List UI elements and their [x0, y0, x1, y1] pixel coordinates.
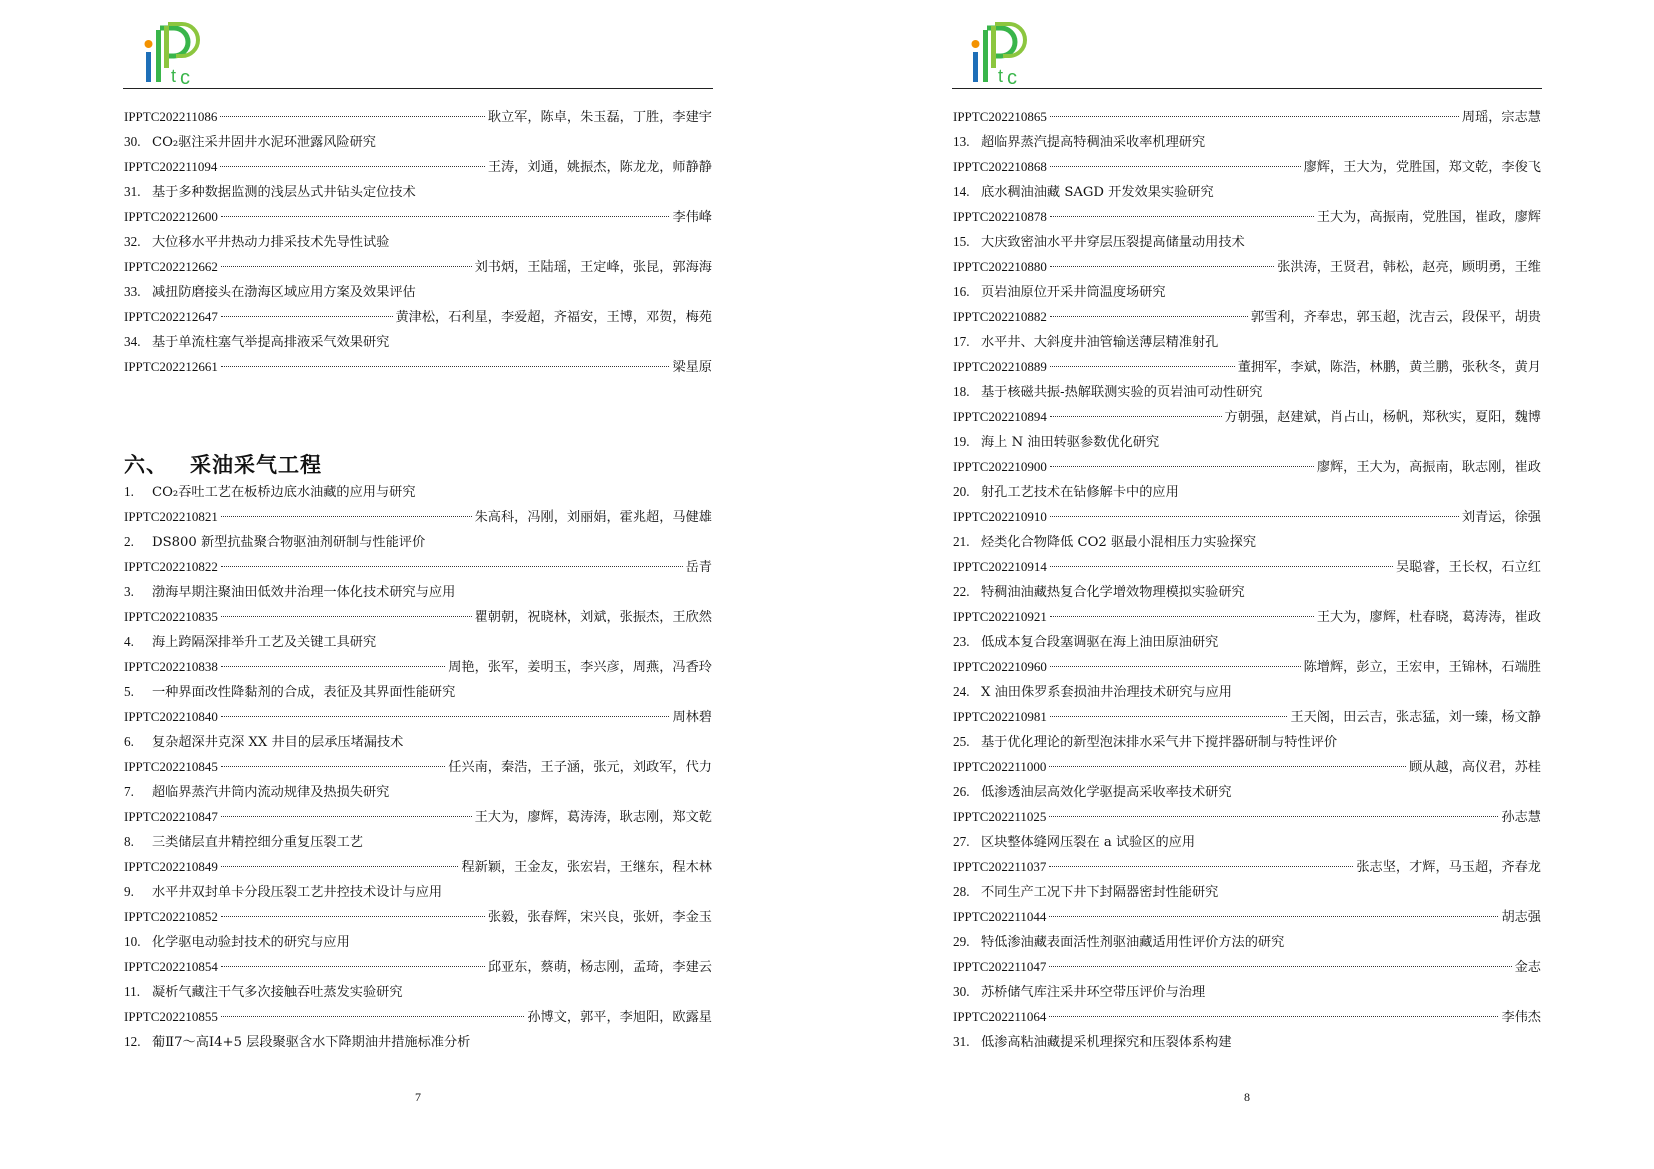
toc-title: 2. DS800 新型抗盐聚合物驱油剂研制与性能评价	[124, 534, 426, 550]
toc-entry-meta: IPPTC202210838 周艳，张军，姜明玉，李兴彦，周燕，冯香玲	[124, 659, 712, 675]
toc-title: 25. 基于优化理论的新型泡沫排水采气井下搅拌器研制与特性评价	[953, 734, 1338, 750]
toc-entry-meta: IPPTC202210835 瞿朝朝，祝晓林，刘斌，张振杰，王欣然	[124, 609, 712, 625]
svg-text:t: t	[998, 66, 1004, 86]
toc-entry-meta: IPPTC202210854 邱亚东，蔡萌，杨志刚，孟琦，李建云	[124, 959, 712, 975]
toc-title: 30. 苏桥储气库注采井环空带压评价与治理	[953, 984, 1206, 1000]
toc-title: 19. 海上 N 油田转驱参数优化研究	[953, 434, 1160, 450]
toc-entry-meta: IPPTC202210894 方朝强，赵建斌，肖占山，杨帆，郑秋实，夏阳，魏博	[953, 409, 1541, 425]
toc-entry-meta: IPPTC202212661 梁星原	[124, 359, 712, 375]
toc-title: 11. 凝析气藏注干气多次接触吞吐蒸发实验研究	[124, 984, 403, 1000]
toc-entry-meta: IPPTC202210821 朱高科，冯刚，刘丽娟，霍兆超，马健雄	[124, 509, 712, 525]
toc-title: 18. 基于核磁共振-热解联测实验的页岩油可动性研究	[953, 384, 1263, 400]
toc-entry-meta: IPPTC202211037 张志坚，才辉，马玉超，齐春龙	[953, 859, 1541, 875]
toc-title: 4. 海上跨隔深排举升工艺及关键工具研究	[124, 634, 377, 650]
header-rule	[123, 88, 713, 89]
toc-entry-meta: IPPTC202210840 周林碧	[124, 709, 712, 725]
toc-entry-meta: IPPTC202210849 程新颖，王金友，张宏岩，王继东，程木林	[124, 859, 712, 875]
toc-entry-meta: IPPTC202211047 金志	[953, 959, 1541, 975]
toc-entry-meta: IPPTC202212647 黄津松，石利星，李爱超，齐福安，王博，邓贺，梅苑	[124, 309, 712, 325]
toc-title: 17. 水平井、大斜度井油管输送薄层精准射孔	[953, 334, 1219, 350]
toc-title: 20. 射孔工艺技术在钻修解卡中的应用	[953, 484, 1179, 500]
toc-title: 34. 基于单流柱塞气举提高排液采气效果研究	[124, 334, 390, 350]
toc-title: 7. 超临界蒸汽井筒内流动规律及热损失研究	[124, 784, 390, 800]
toc-entry-meta: IPPTC202210889 董拥军，李斌，陈浩，林鹏，黄兰鹏，张秋冬，黄月	[953, 359, 1541, 375]
section-heading: 六、 采油采气工程	[124, 452, 322, 477]
toc-entry-meta: IPPTC202210865 周瑶，宗志慧	[953, 109, 1541, 125]
toc-title: 14. 底水稠油油藏 SAGD 开发效果实验研究	[953, 184, 1214, 200]
toc-entry-meta: IPPTC202210845 任兴南，秦浩，王子涵，张元，刘政军，代力	[124, 759, 712, 775]
toc-entry-meta: IPPTC202210855 孙博文，郭平，李旭阳，欧露星	[124, 1009, 712, 1025]
toc-title: 6. 复杂超深井克深 XX 井目的层承压堵漏技术	[124, 734, 404, 750]
toc-entry-meta: IPPTC202211025 孙志慧	[953, 809, 1541, 825]
toc-entry-meta: IPPTC202210960 陈增辉，彭立，王宏申，王锦林，石端胜	[953, 659, 1541, 675]
leader-dots	[220, 108, 484, 117]
toc-entry-meta: IPPTC202211094 王涛，刘通，姚振杰，陈龙龙，师静静	[124, 159, 712, 175]
toc-title: 3. 渤海早期注聚油田低效井治理一体化技术研究与应用	[124, 584, 456, 600]
toc-entry-meta: IPPTC202211064 李伟杰	[953, 1009, 1541, 1025]
toc-title: 21. 烃类化合物降低 CO2 驱最小混相压力实验探究	[953, 534, 1257, 550]
toc-title: 10. 化学驱电动验封技术的研究与应用	[124, 934, 350, 950]
toc-title: 31. 基于多种数据监测的浅层丛式井钻头定位技术	[124, 184, 416, 200]
toc-entry-meta: IPPTC202210900 廖辉，王大为，高振南，耿志刚，崔政	[953, 459, 1541, 475]
svg-text:c: c	[1007, 67, 1017, 88]
svg-text:c: c	[180, 67, 190, 88]
ipptc-logo	[965, 22, 1027, 88]
toc-title: 9. 水平井双封单卡分段压裂工艺井控技术设计与应用	[124, 884, 443, 900]
toc-title: 30. CO₂驱注采井固井水泥环泄露风险研究	[124, 134, 376, 150]
toc-title: 26. 低渗透油层高效化学驱提高采收率技术研究	[953, 784, 1232, 800]
paper-code: IPPTC202211086	[124, 109, 218, 124]
toc-title: 15. 大庆致密油水平井穿层压裂提高储量动用技术	[953, 234, 1245, 250]
toc-title: 24. X 油田侏罗系套损油井治理技术研究与应用	[953, 684, 1232, 700]
toc-entry-meta: IPPTC202210847 王大为，廖辉，葛涛涛，耿志刚，郑文乾	[124, 809, 712, 825]
page-number: 8	[1244, 1090, 1250, 1104]
toc-entry-meta: IPPTC202210882 郭雪利，齐奉忠，郭玉超，沈吉云，段保平，胡贵	[953, 309, 1541, 325]
toc-title: 31. 低渗高粘油藏提采机理探究和压裂体系构建	[953, 1034, 1232, 1050]
toc-title: 1. CO₂吞吐工艺在板桥边底水油藏的应用与研究	[124, 484, 416, 500]
page-number: 7	[415, 1090, 421, 1104]
toc-entry-meta: IPPTC202210852 张毅，张春辉，宋兴良，张妍，李金玉	[124, 909, 712, 925]
toc-title: 29. 特低渗油藏表面活性剂驱油藏适用性评价方法的研究	[953, 934, 1285, 950]
toc-entry-meta: IPPTC202210981 王天阁，田云吉，张志猛，刘一臻，杨文静	[953, 709, 1541, 725]
toc-title: 13. 超临界蒸汽提高特稠油采收率机理研究	[953, 134, 1206, 150]
toc-entry-meta: IPPTC202211044 胡志强	[953, 909, 1541, 925]
toc-entry-meta	[124, 104, 712, 129]
toc-entry-meta: IPPTC202210880 张洪涛，王贤君，韩松，赵亮，顾明勇，王维	[953, 259, 1541, 275]
header-rule	[952, 88, 1542, 89]
toc-entry-meta: IPPTC202210921 王大为，廖辉，杜春晓，葛涛涛，崔政	[953, 609, 1541, 625]
toc-title: 5. 一种界面改性降黏剂的合成，表征及其界面性能研究	[124, 684, 456, 700]
toc-entry-meta: IPPTC202210868 廖辉，王大为，党胜国，郑文乾，李俊飞	[953, 159, 1541, 175]
toc-title: 16. 页岩油原位开采井筒温度场研究	[953, 284, 1166, 300]
toc-title: 32. 大位移水平井热动力排采技术先导性试验	[124, 234, 390, 250]
toc-entry-meta: IPPTC202212600 李伟峰	[124, 209, 712, 225]
toc-list	[953, 104, 1541, 1054]
toc-title: 27. 区块整体缝网压裂在 a 试验区的应用	[953, 834, 1196, 850]
toc-entry-meta: IPPTC202210822 岳青	[124, 559, 712, 575]
toc-title: 23. 低成本复合段塞调驱在海上油田原油研究	[953, 634, 1219, 650]
toc-entry-meta: IPPTC202210914 吴聪睿，王长权，石立红	[953, 559, 1541, 575]
toc-entry-meta: IPPTC202210910 刘青运，徐强	[953, 509, 1541, 525]
toc-title: 8. 三类储层直井精控细分重复压裂工艺	[124, 834, 363, 850]
authors: 耿立军，陈卓，朱玉磊，丁胜，李建宇	[487, 110, 712, 125]
toc-title: 22. 特稠油油藏热复合化学增效物理模拟实验研究	[953, 584, 1245, 600]
toc-title: 12. 葡Ⅱ7～高Ⅰ4+5 层段聚驱含水下降期油井措施标准分析	[124, 1034, 471, 1050]
toc-title: 28. 不同生产工况下井下封隔器密封性能研究	[953, 884, 1219, 900]
ipptc-logo	[138, 22, 200, 88]
toc-title: 33. 减扭防磨接头在渤海区域应用方案及效果评估	[124, 284, 416, 300]
right-page	[827, 0, 1654, 1169]
toc-entry-meta: IPPTC202212662 刘书炳，王陆瑶，王定峰，张昆，郭海海	[124, 259, 712, 275]
toc-entry-meta: IPPTC202210878 王大为，高振南，党胜国，崔政，廖辉	[953, 209, 1541, 225]
toc-list	[124, 104, 712, 1054]
toc-entry-meta: IPPTC202211000 顾从越，高仪君，苏桂	[953, 759, 1541, 775]
svg-text:t: t	[171, 66, 177, 86]
